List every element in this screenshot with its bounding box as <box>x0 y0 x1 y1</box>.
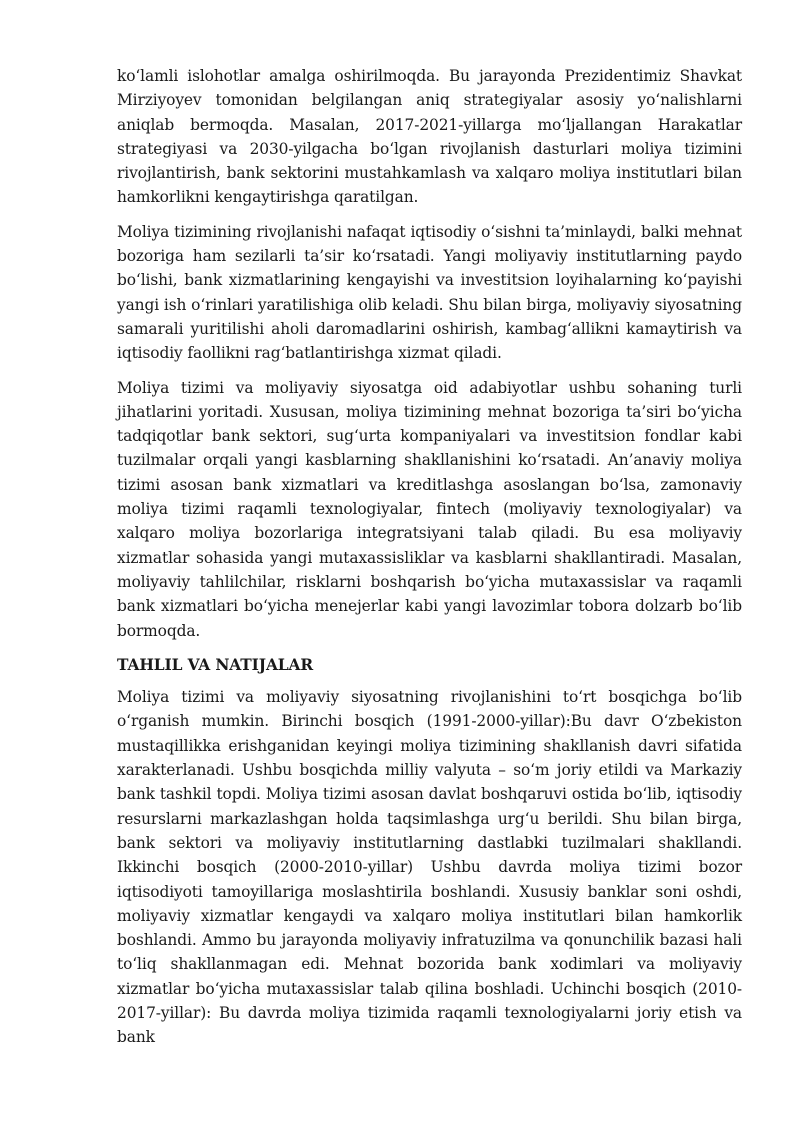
paragraph-labor-market: Moliya tizimining rivojlanishi nafaqat iqtisodiy o‘sishni ta’minlaydi, balki mehnat bozoriga ham sezilarli ta’sir ko‘rsatadi. Yangi moliyaviy institutlarning paydo bo‘lishi, bank xizmatlarining kengayishi va investitsion loyihalarning ko‘payishi yangi ish o‘rinlari yaratilishiga olib keladi. Shu bilan birga, moliyaviy siyosatning samarali yuritilishi aholi daromadlarini oshirish, kambag‘allikni kamaytirish va iqtisodiy faollikni rag‘batlantirishga xizmat qiladi. <box>117 222 742 363</box>
paragraph-reforms: ko‘lamli islohotlar amalga oshirilmoqda. Bu jarayonda Prezidentimiz Shavkat Mirziyoyev tomonidan belgilangan aniq strategiyalar asosiy yo‘nalishlarni aniqlab bermoqda. Masalan, 2017-2021-yillarga mo‘ljallangan Harakatlar strategiyasi va 2030-yilgacha bo‘lgan rivojlanish dasturlari moliya tizimini rivojlantirish, bank sektorini mustahkamlash va xalqaro moliya institutlari bilan hamkorlikni kengaytirishga qaratilgan. <box>117 67 742 207</box>
document-page <box>117 64 742 1060</box>
paragraph-stages: Moliya tizimi va moliyaviy siyosatning rivojlanishini to‘rt bosqichga bo‘lib o‘rganish mumkin. Birinchi bosqich (1991-2000-yillar):Bu davr O‘zbekiston mustaqillikka erishganidan keyingi moliya tizimining shakllanish davri sifatida xarakterlanadi. Ushbu bosqichda milliy valyuta – so‘m joriy etildi va Markaziy bank tashkil topdi. Moliya tizimi asosan davlat boshqaruvi ostida bo‘lib, iqtisodiy resurslarni markazlashgan holda taqsimlashga urg‘u berildi. Shu bilan birga, bank sektori va moliyaviy institutlarning dastlabki tuzilmalari shakllandi. Ikkinchi bosqich (2000-2010-yillar) Ushbu davrda moliya tizimi bozor iqtisodiyoti tamoyillariga moslashtirila boshlandi. Xususiy banklar soni oshdi, moliyaviy xizmatlar kengaydi va xalqaro moliya institutlari bilan hamkorlik boshlandi. Ammo bu jarayonda moliyaviy infratuzilma va qonunchilik bazasi hali to‘liq shakllanmagan edi. Mehnat bozorida bank xodimlari va moliyaviy xizmatlar bo‘yicha mutaxassislar talab qilina boshladi. Uchinchi bosqich (2010-2017-yillar): Bu davrda moliya tizimida raqamli texnologiyalarni joriy etish va bank <box>117 688 742 1047</box>
paragraph-literature: Moliya tizimi va moliyaviy siyosatga oid adabiyotlar ushbu sohaning turli jihatlarini yoritadi. Xususan, moliya tizimining mehnat bozoriga ta’siri bo‘yicha tadqiqotlar bank sektori, sug‘urta kompaniyalari va investitsion fondlar kabi tuzilmalar orqali yangi kasblarning shakllanishini ko‘rsatadi. An’anaviy moliya tizimi asosan bank xizmatlari va kreditlashga asoslangan bo‘lsa, zamonaviy moliya tizimi raqamli texnologiyalar, fintech (moliyaviy texnologiyalar) va xalqaro moliya bozorlariga integratsiyani talab qiladi. Bu esa moliyaviy xizmatlar sohasida yangi mutaxassisliklar va kasblarni shakllantiradi. Masalan, moliyaviy tahlilchilar, risklarni boshqarish bo‘yicha mutaxassislar va raqamli bank xizmatlari bo‘yicha menejerlar kabi yangi lavozimlar tobora dolzarb bo‘lib bormoqda. <box>117 378 742 640</box>
section-heading: TAHLIL VA NATIJALAR <box>117 655 314 674</box>
